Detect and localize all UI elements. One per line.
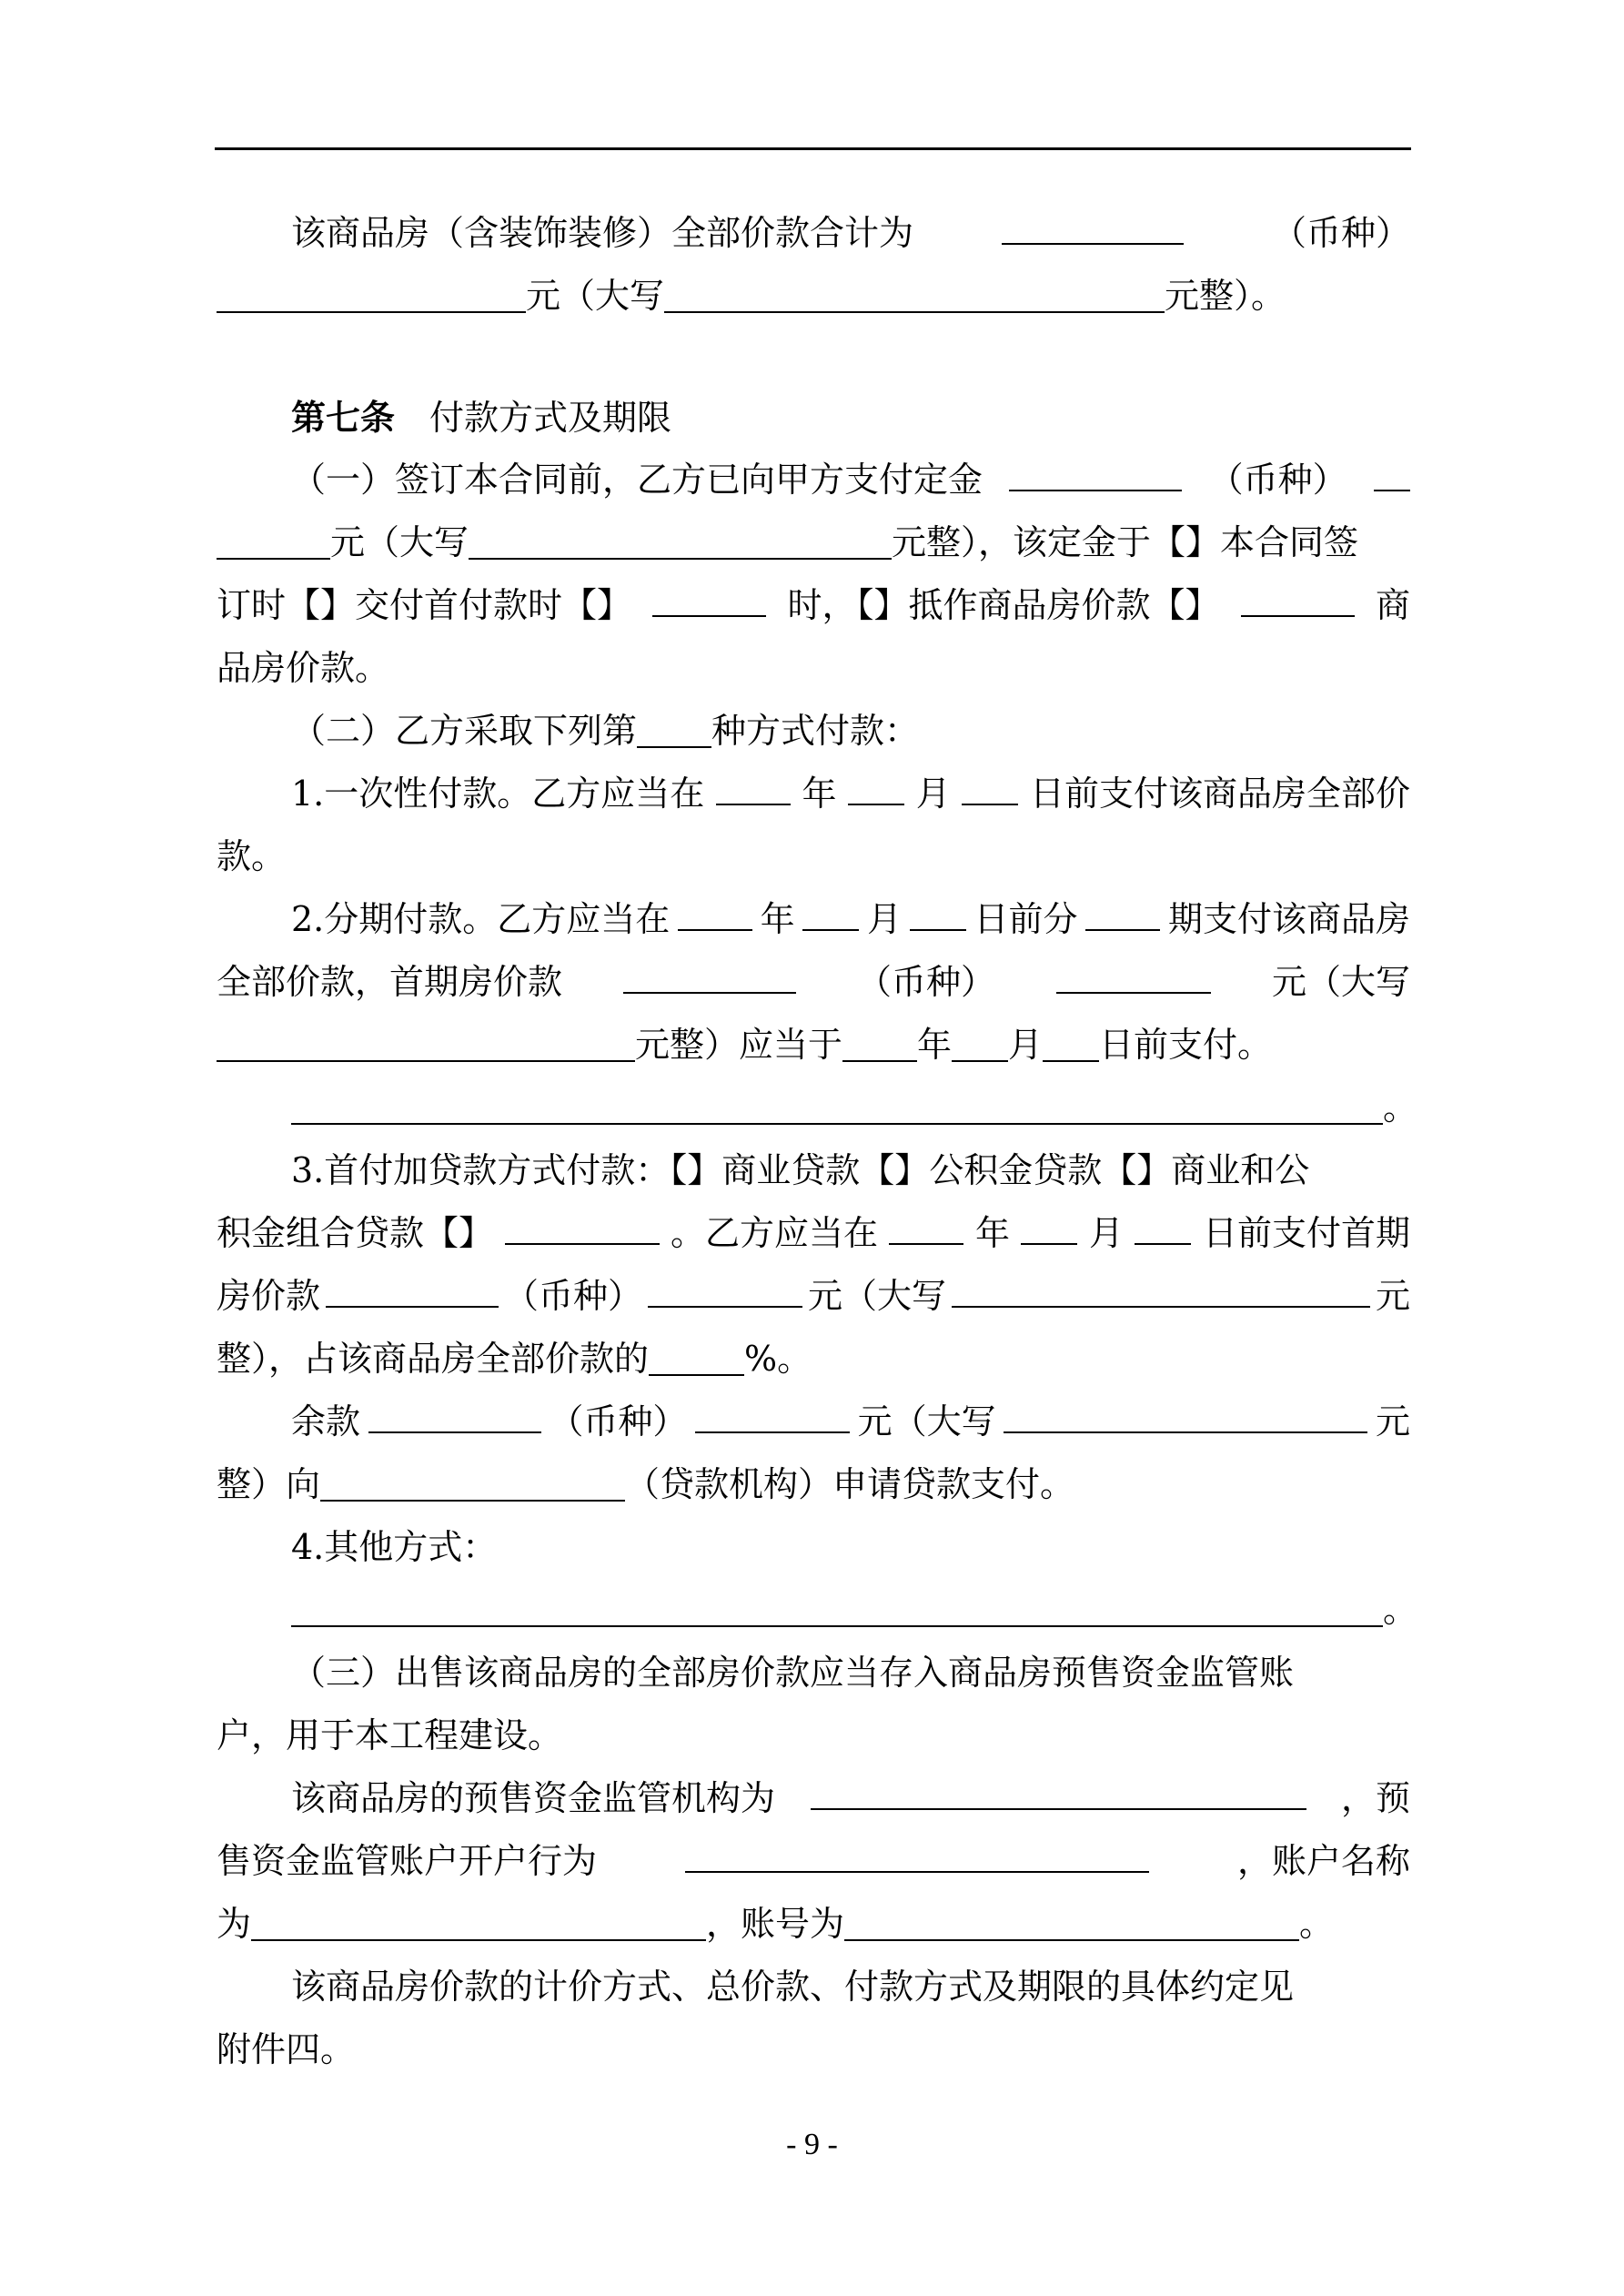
text-line — [217, 1202, 1410, 1265]
text-line — [217, 1893, 1410, 1956]
fill-in-blank[interactable] — [368, 1395, 541, 1433]
text-line — [217, 1139, 1410, 1202]
text-segment: 1.一次性付款。乙方应当在 — [291, 774, 705, 814]
text-segment: 期支付该商品房 — [1167, 899, 1410, 939]
fill-in-blank[interactable] — [291, 1087, 1383, 1125]
text-line — [217, 265, 1410, 328]
fill-in-blank[interactable] — [469, 521, 892, 560]
text-line — [217, 637, 1410, 700]
text-segment: ，账户名称 — [1236, 1841, 1410, 1881]
text-segment: 日前支付该商品房全部价 — [1029, 774, 1410, 814]
fill-in-blank[interactable] — [649, 1338, 744, 1376]
text-line — [217, 1516, 1410, 1579]
text-segment: 年 — [802, 774, 837, 814]
fill-in-blank[interactable] — [326, 1269, 499, 1308]
paragraph-gap — [217, 328, 1410, 386]
text-line — [217, 1077, 1418, 1139]
text-segment: 积金组合贷款【】 — [217, 1213, 494, 1253]
text-segment: 年 — [917, 1025, 953, 1065]
text-segment: 订时【】交付首付款时【】 — [217, 585, 632, 625]
text-segment: 商 — [1375, 585, 1410, 625]
text-segment: 整），占该商品房全部价款的 — [217, 1339, 650, 1379]
text-segment: 日前支付首期 — [1202, 1213, 1410, 1253]
text-line — [217, 1642, 1410, 1704]
text-segment: 元整）应当于 — [635, 1025, 843, 1065]
text-segment: 附件四。 — [217, 2029, 356, 2069]
text-segment: 元（大写 — [526, 276, 665, 316]
text-segment: 月 — [1088, 1213, 1124, 1253]
text-segment: 元（大写 — [330, 522, 469, 562]
text-segment: （币种） — [1208, 460, 1347, 500]
article-heading: 第七条 — [291, 397, 396, 438]
text-line — [217, 2018, 1410, 2081]
text-line — [217, 951, 1410, 1014]
header-rule — [215, 147, 1411, 150]
fill-in-blank[interactable] — [889, 1207, 963, 1245]
text-segment: 元（大写 — [857, 1401, 996, 1441]
fill-in-blank[interactable] — [1374, 453, 1410, 491]
text-segment: 时，【】抵作商品房价款【】 — [787, 585, 1220, 625]
text-line — [217, 1704, 1410, 1767]
text-segment: 元 — [1375, 1276, 1410, 1316]
text-segment: 整）向 — [217, 1464, 321, 1504]
page-number: - 9 - — [786, 2128, 838, 2161]
text-line — [217, 574, 1410, 637]
fill-in-blank[interactable] — [652, 579, 766, 617]
text-segment: 年 — [760, 899, 795, 939]
text-segment: 款。 — [217, 836, 287, 876]
fill-in-blank[interactable] — [648, 1269, 802, 1308]
text-segment: 该商品房的预售资金监管机构为 — [291, 1778, 776, 1818]
fill-in-blank[interactable] — [844, 1903, 1299, 1941]
text-segment: 付款方式及期限 — [395, 398, 672, 438]
text-segment: 。 — [1299, 1904, 1335, 1944]
fill-in-blank[interactable] — [251, 1903, 706, 1941]
text-segment: （币种） — [549, 1401, 688, 1441]
text-line — [217, 386, 1410, 449]
text-line — [217, 1830, 1410, 1893]
text-line — [217, 1265, 1410, 1328]
text-segment: 4.其他方式： — [291, 1527, 498, 1567]
text-segment: 售资金监管账户开户行为 — [217, 1841, 598, 1881]
fill-in-blank[interactable] — [637, 710, 711, 748]
text-segment: 该商品房价款的计价方式、总价款、付款方式及期限的具体约定见 — [291, 1967, 1295, 2007]
fill-in-blank[interactable] — [848, 767, 904, 805]
text-line — [217, 1328, 1410, 1391]
text-line — [217, 1014, 1410, 1077]
fill-in-blank[interactable] — [910, 893, 966, 931]
fill-in-blank[interactable] — [291, 1589, 1383, 1627]
text-segment: 元（大写 — [1271, 962, 1410, 1002]
text-segment: （币种） — [1271, 213, 1410, 253]
fill-in-blank[interactable] — [1021, 1207, 1077, 1245]
text-segment: 。 — [1383, 1087, 1418, 1128]
text-line — [217, 1453, 1410, 1516]
text-line — [217, 449, 1410, 511]
fill-in-blank[interactable] — [1056, 956, 1211, 994]
text-segment: 年 — [974, 1213, 1010, 1253]
text-segment: 元（大写 — [807, 1276, 946, 1316]
text-line — [217, 1767, 1410, 1830]
fill-in-blank[interactable] — [217, 521, 330, 560]
text-segment: 月 — [1008, 1025, 1044, 1065]
fill-in-blank[interactable] — [802, 893, 859, 931]
fill-in-blank[interactable] — [505, 1207, 660, 1245]
text-line — [217, 202, 1410, 265]
text-segment: 户，用于本工程建设。 — [217, 1715, 563, 1755]
text-segment: ，账号为 — [706, 1904, 845, 1944]
fill-in-blank[interactable] — [1009, 453, 1182, 491]
text-line — [217, 825, 1410, 888]
text-segment: 元 — [1375, 1401, 1410, 1441]
text-line — [217, 700, 1410, 763]
text-segment: 。 — [1383, 1590, 1418, 1630]
text-line — [217, 888, 1410, 951]
text-segment: %。 — [744, 1339, 812, 1379]
fill-in-blank[interactable] — [685, 1835, 1149, 1873]
text-line — [217, 763, 1410, 825]
fill-in-blank[interactable] — [695, 1395, 850, 1433]
text-segment: 。乙方应当在 — [670, 1213, 878, 1253]
text-segment: 该商品房（含装饰装修）全部价款合计为 — [291, 213, 914, 253]
fill-in-blank[interactable] — [623, 956, 796, 994]
text-segment: 3.首付加贷款方式付款：【】商业贷款【】公积金贷款【】商业和公 — [291, 1150, 1310, 1190]
text-segment: 元整）。 — [1165, 276, 1286, 316]
text-segment: 日前分 — [973, 899, 1078, 939]
fill-in-blank[interactable] — [952, 1024, 1008, 1062]
fill-in-blank[interactable] — [811, 1772, 1306, 1810]
text-segment: （一）签订本合同前，乙方已向甲方支付定金 — [291, 460, 983, 500]
fill-in-blank[interactable] — [842, 1024, 917, 1062]
fill-in-blank[interactable] — [1043, 1024, 1099, 1062]
text-segment: 2.分期付款。乙方应当在 — [291, 899, 671, 939]
text-segment: 种方式付款： — [711, 711, 920, 751]
text-line — [217, 511, 1410, 574]
text-segment: （二）乙方采取下列第 — [291, 711, 638, 751]
fill-in-blank[interactable] — [678, 893, 752, 931]
fill-in-blank[interactable] — [962, 767, 1018, 805]
text-segment: 品房价款。 — [217, 648, 390, 688]
fill-in-blank[interactable] — [1135, 1207, 1191, 1245]
text-segment: 月 — [915, 774, 951, 814]
fill-in-blank[interactable] — [716, 767, 791, 805]
text-segment: （币种） — [503, 1276, 642, 1316]
fill-in-blank[interactable] — [1004, 1395, 1367, 1433]
text-segment: ，预 — [1340, 1778, 1410, 1818]
fill-in-blank[interactable] — [1002, 207, 1184, 245]
text-line — [217, 1956, 1410, 2018]
text-segment: 日前支付。 — [1099, 1025, 1273, 1065]
fill-in-blank[interactable] — [217, 1024, 635, 1062]
document-body — [217, 202, 1418, 2081]
text-line — [217, 1579, 1418, 1642]
fill-in-blank[interactable] — [664, 275, 1165, 313]
text-segment: 月 — [867, 899, 903, 939]
text-segment: 余款 — [291, 1401, 361, 1441]
text-segment: 元整），该定金于【】本合同签 — [892, 522, 1359, 562]
text-segment: 为 — [217, 1904, 252, 1944]
fill-in-blank[interactable] — [320, 1463, 625, 1502]
fill-in-blank[interactable] — [952, 1269, 1370, 1308]
text-segment: 全部价款，首期房价款 — [217, 962, 563, 1002]
text-line — [217, 1391, 1410, 1453]
text-segment: 房价款 — [217, 1276, 321, 1316]
fill-in-blank[interactable] — [1085, 893, 1160, 931]
fill-in-blank[interactable] — [1241, 579, 1355, 617]
text-segment: （币种） — [856, 962, 995, 1002]
fill-in-blank[interactable] — [217, 275, 526, 313]
text-segment: （贷款机构）申请贷款支付。 — [625, 1464, 1075, 1504]
text-segment: （三）出售该商品房的全部房价款应当存入商品房预售资金监管账 — [291, 1653, 1295, 1693]
